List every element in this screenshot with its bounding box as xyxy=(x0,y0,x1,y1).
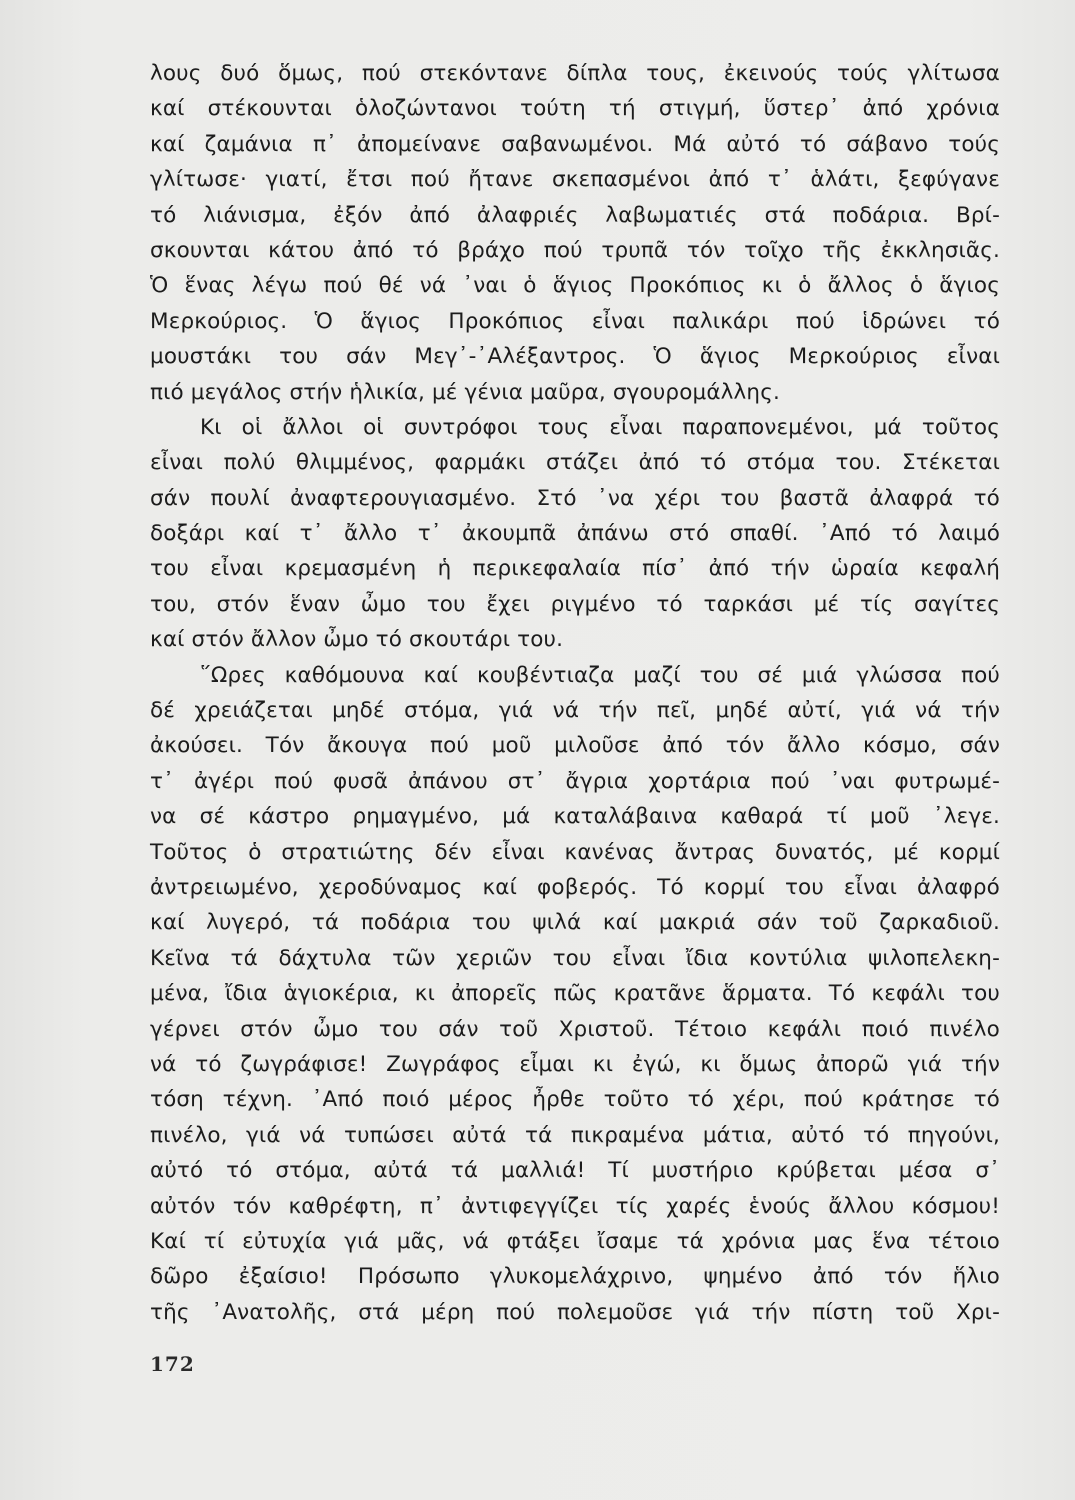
text-line: νά τό ζωγράφισε! Ζωγράφος εἶμαι κι ἐγώ, κι ὅμως ἀπορῶ γιά τήν xyxy=(150,1051,1000,1077)
text-line: δέ χρειάζεται μηδέ στόμα, γιά νά τήν πεῖ, μηδέ αὐτί, γιά νά τήν xyxy=(150,698,1000,724)
text-line: σάν πουλί ἀναφτερουγιασμένο. Στό ᾽να χέρι του βαστᾶ ἀλαφρά τό xyxy=(150,485,1000,511)
text-line: δοξάρι καί τ᾽ ἄλλο τ᾽ ἀκουμπᾶ ἀπάνω στό σπαθί. ᾽Από τό λαιμό xyxy=(150,521,1000,547)
text-line: Τοῦτος ὁ στρατιώτης δέν εἶναι κανένας ἄντρας δυνατός, μέ κορμί xyxy=(150,839,1000,865)
text-line: μουστάκι του σάν Μεγ᾽-᾽Αλέξαντρος. Ὁ ἅγιος Μερκούριος εἶναι xyxy=(150,344,1000,370)
text-line: δῶρο ἐξαίσιο! Πρόσωπο γλυκομελάχρινο, ψημένο ἀπό τόν ἥλιο xyxy=(150,1264,1000,1290)
text-line: καί στόν ἄλλον ὦμο τό σκουτάρι του. xyxy=(150,627,564,653)
text-line: εἶναι πολύ θλιμμένος, φαρμάκι στάζει ἀπό τό στόμα του. Στέκεται xyxy=(150,450,1000,476)
text-line: γλίτωσε· γιατί, ἔτσι πού ἤτανε σκεπασμένοι ἀπό τ᾽ ἁλάτι, ξεφύγανε xyxy=(150,167,1000,193)
text-line: του, στόν ἕναν ὦμο του ἔχει ριγμένο τό ταρκάσι μέ τίς σαγίτες xyxy=(150,591,1000,617)
text-line: λους δυό ὅμως, πού στεκόντανε δίπλα τους, ἐκεινούς τούς γλίτωσα xyxy=(150,61,1000,86)
text-line: πιό μεγάλος στήν ἡλικία, μέ γένια μαῦρα, σγουρομάλλης. xyxy=(150,379,780,405)
text-line: τῆς ᾽Ανατολῆς, στά μέρη πού πολεμοῦσε γιά τήν πίστη τοῦ Χρι- xyxy=(150,1299,1000,1325)
text-line: τό λιάνισμα, ἐξόν ἀπό ἀλαφριές λαβωματιές στά ποδάρια. Βρί- xyxy=(150,202,1000,228)
paragraph-start-line: ῞Ωρες καθόμουνα καί κουβέντιαζα μαζί του σέ μιά γλώσσα πού xyxy=(200,662,1000,688)
text-line: καί ζαμάνια π᾽ ἀπομείνανε σαβανωμένοι. Μά αὐτό τό σάβανο τούς xyxy=(150,131,1000,157)
text-line: ἀντρειωμένο, χεροδύναμος καί φοβερός. Τό κορμί του εἶναι ἀλαφρό xyxy=(150,874,1000,900)
text-line: μένα, ἴδια ἁγιοκέρια, κι ἀπορεῖς πῶς κρατᾶνε ἅρματα. Τό κεφάλι του xyxy=(150,981,1000,1007)
text-line: να σέ κάστρο ρημαγμένο, μά καταλάβαινα καθαρά τί μοῦ ᾽λεγε. xyxy=(150,804,1000,830)
text-line: καί λυγερό, τά ποδάρια του ψιλά καί μακριά σάν τοῦ ζαρκαδιοῦ. xyxy=(150,910,1000,936)
text-line: Καί τί εὐτυχία γιά μᾶς, νά φτάξει ἴσαμε τά χρόνια μας ἕνα τέτοιο xyxy=(150,1228,1000,1254)
text-line: Μερκούριος. Ὁ ἅγιος Προκόπιος εἶναι παλικάρι πού ἱδρώνει τό xyxy=(150,308,1000,334)
text-line: αὐτό τό στόμα, αὐτά τά μαλλιά! Τί μυστήριο κρύβεται μέσα σ᾽ xyxy=(150,1158,1000,1184)
text-line: του εἶναι κρεμασμένη ἡ περικεφαλαία πίσ᾽ ἀπό τήν ὡραία κεφαλή xyxy=(150,556,1000,582)
text-line: σκουνται κάτου ἀπό τό βράχο πού τρυπᾶ τόν τοῖχο τῆς ἐκκλησιᾶς. xyxy=(150,237,1000,263)
paragraph-start-line: Κι οἱ ἄλλοι οἱ συντρόφοι τους εἶναι παραπονεμένοι, μά τοῦτος xyxy=(200,414,1000,440)
text-line: Κεῖνα τά δάχτυλα τῶν χεριῶν του εἶναι ἴδια κοντύλια ψιλοπελεκη- xyxy=(150,945,1000,971)
text-line: καί στέκουνται ὁλοζώντανοι τούτη τή στιγμή, ὕστερ᾽ ἀπό χρόνια xyxy=(150,96,1000,122)
text-line: Ὁ ἕνας λέγω πού θέ νά ᾽ναι ὁ ἅγιος Προκόπιος κι ὁ ἄλλος ὁ ἅγιος xyxy=(150,273,1000,299)
text-line: γέρνει στόν ὦμο του σάν τοῦ Χριστοῦ. Τέτοιο κεφάλι ποιό πινέλο xyxy=(150,1016,1000,1042)
text-line: ἀκούσει. Τόν ἄκουγα πού μοῦ μιλοῦσε ἀπό τόν ἄλλο κόσμο, σάν xyxy=(150,733,1000,759)
body-text xyxy=(150,56,1000,1330)
text-line: τ᾽ ἀγέρι πού φυσᾶ ἀπάνου στ᾽ ἄγρια χορτάρια πού ᾽ναι φυτρωμέ- xyxy=(150,768,1000,794)
text-line: πινέλο, γιά νά τυπώσει αὐτά τά πικραμένα μάτια, αὐτό τό πηγούνι, xyxy=(150,1122,1000,1148)
page-number: 172 xyxy=(150,1352,195,1376)
text-line: αὐτόν τόν καθρέφτη, π᾽ ἀντιφεγγίζει τίς χαρές ἑνούς ἄλλου κόσμου! xyxy=(150,1193,1000,1219)
text-line: τόση τέχνη. ᾽Από ποιό μέρος ἦρθε τοῦτο τό χέρι, πού κράτησε τό xyxy=(150,1087,1000,1113)
